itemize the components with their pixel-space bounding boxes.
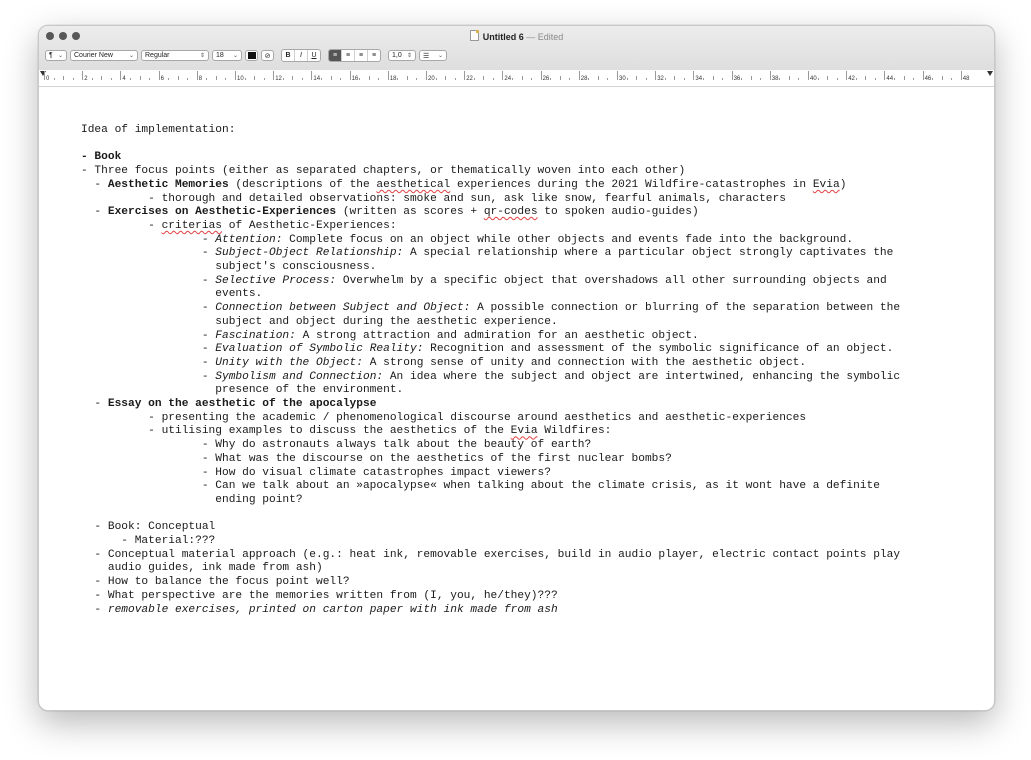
ruler-tick	[942, 76, 943, 80]
ruler-tick	[798, 78, 799, 80]
ruler-tick	[884, 71, 885, 80]
text-run: -	[81, 247, 216, 260]
ruler-tick	[560, 76, 561, 80]
ruler-label: 42	[848, 76, 855, 82]
ruler-tick	[455, 78, 456, 80]
ruler-tick	[283, 78, 284, 80]
text-line	[81, 604, 988, 618]
document-icon	[470, 30, 479, 41]
bold-button[interactable]: B	[282, 50, 295, 61]
text-run: - What perspective are the memories written from (I, you, he/they)???	[81, 589, 558, 602]
text-run: presence of the environment.	[81, 384, 404, 397]
text-run: Fascination:	[215, 329, 296, 342]
misspelled-word: Evia	[812, 178, 840, 191]
text-run: audio guides, ink made from ash)	[81, 562, 323, 575]
ruler-tick	[913, 78, 914, 80]
underline-button[interactable]: U	[311, 52, 317, 59]
ruler-tick	[703, 78, 704, 80]
italic-button[interactable]: I	[295, 50, 308, 61]
text-line	[81, 316, 988, 330]
text-run: Idea of implementation:	[81, 124, 236, 136]
text-line	[81, 562, 988, 576]
text-run: -	[81, 343, 216, 356]
ruler-tick	[588, 78, 589, 80]
ruler-tick	[722, 78, 723, 80]
text-line	[81, 494, 988, 508]
text-run: - utilising examples to discuss the aesthetics of the	[81, 425, 511, 438]
text-run: A possible connection or blurring of the separation between the	[470, 302, 901, 315]
text-run: to spoken audio-guides)	[537, 206, 699, 219]
ruler-label: 12	[275, 76, 282, 82]
paragraph-icon: ¶	[49, 52, 53, 59]
ruler-tick	[292, 76, 293, 80]
ruler-tick	[416, 78, 417, 80]
font-style-popup[interactable]	[141, 50, 209, 61]
text-run: - Why do astronauts always talk about the beauty of earth?	[81, 439, 592, 452]
ruler-label: 4	[122, 76, 126, 82]
ruler-label: 34	[695, 76, 703, 82]
list-style-popup[interactable]	[419, 50, 447, 61]
text-run: -	[81, 329, 216, 342]
text-run: -	[81, 206, 108, 219]
ruler-tick	[550, 78, 551, 80]
ruler-tick	[120, 71, 121, 80]
paragraph-style-popup[interactable]	[45, 50, 67, 61]
text-run: Attention:	[215, 233, 283, 246]
text-run: A special relationship where a particular object strongly captivates the	[403, 247, 894, 260]
ruler-tick	[302, 78, 303, 80]
text-run: Wildfires:	[537, 425, 612, 438]
ruler-tick	[627, 78, 628, 80]
text-run: (written as scores +	[336, 206, 484, 219]
font-family-popup[interactable]	[70, 50, 138, 61]
ruler-tick	[569, 78, 570, 80]
ruler-tick	[388, 71, 389, 80]
ruler[interactable]	[39, 70, 994, 87]
ruler-tick	[464, 71, 465, 80]
text-line	[81, 480, 988, 494]
format-toolbar	[45, 49, 447, 62]
text-run: Aesthetic Memories	[107, 178, 229, 191]
ruler-label: 0	[46, 76, 50, 82]
text-run: - Can we talk about an »apocalypse« when talking about the climate crisis, as it wont have a definite	[81, 480, 880, 493]
list-icon: ☰	[423, 52, 430, 60]
text-run: - Conceptual material approach (e.g.: heat ink, removable exercises, build in audio player, electric contact points play	[81, 548, 901, 561]
ruler-tick	[206, 78, 207, 80]
ruler-tick	[713, 76, 714, 80]
text-line	[81, 288, 988, 302]
ruler-tick	[187, 78, 188, 80]
ruler-tick	[111, 78, 112, 80]
ruler-tick	[130, 78, 131, 80]
align-center-button[interactable]: ≡	[342, 50, 355, 61]
text-run: Exercises on Aesthetic-Experiences	[107, 206, 337, 219]
ruler-tick	[92, 78, 93, 80]
text-line	[81, 275, 988, 289]
ruler-tick	[178, 76, 179, 80]
ruler-tick	[923, 71, 924, 80]
text-line	[81, 124, 988, 138]
text-line	[81, 425, 988, 439]
ruler-tick	[140, 76, 141, 80]
ruler-tick	[407, 76, 408, 80]
ruler-tick	[875, 78, 876, 80]
text-run: Selective Process:	[215, 274, 337, 287]
ruler-tick	[865, 76, 866, 80]
align-right-button[interactable]: ≡	[355, 50, 368, 61]
ruler-tick	[961, 71, 962, 80]
align-left-button[interactable]: ≡	[329, 50, 342, 61]
ruler-label: 46	[924, 76, 932, 82]
text-run: Unity with the Object:	[215, 356, 363, 369]
ruler-tick	[426, 71, 427, 80]
text-line	[81, 179, 988, 193]
ruler-tick	[493, 78, 494, 80]
chevron-down-icon: ⌄	[232, 53, 238, 59]
ruler-label: 44	[886, 76, 894, 82]
text-line	[81, 398, 988, 412]
text-run: Overwhelm by a specific object that overshadows all other surrounding objects and	[336, 274, 887, 287]
ruler-tick	[254, 76, 255, 80]
ruler-tick	[73, 78, 74, 80]
ruler-label: 16	[351, 76, 359, 82]
text-color-swatch	[248, 52, 256, 59]
ruler-tick	[684, 78, 685, 80]
text-run: Connection between Subject and Object:	[215, 302, 471, 315]
ruler-tick	[808, 71, 809, 80]
line-spacing-value: 1,0	[392, 52, 402, 59]
text-line	[81, 165, 988, 179]
text-line	[81, 384, 988, 398]
ruler-label: 48	[962, 76, 970, 82]
updown-arrows-icon: ⇕	[199, 53, 205, 59]
ruler-tick	[856, 78, 857, 80]
justify-button[interactable]: ≡	[371, 52, 377, 59]
ruler-tick	[445, 76, 446, 80]
font-size-combo[interactable]	[212, 50, 242, 61]
ruler-label: 8	[198, 76, 203, 82]
ruler-tick	[818, 78, 819, 80]
text-color-well[interactable]	[245, 50, 258, 61]
ruler-tick	[751, 76, 752, 80]
ruler-tick	[665, 78, 666, 80]
text-run: -	[81, 178, 108, 191]
text-run: - What was the discourse on the aesthetics of the first nuclear bombs?	[81, 452, 672, 465]
ruler-label: 24	[504, 76, 512, 82]
text-run: - Book: Conceptual	[81, 521, 216, 534]
ruler-tick	[63, 76, 64, 80]
font-size-value: 18	[216, 52, 224, 59]
document-text-area[interactable]	[81, 124, 988, 617]
ruler-tick	[512, 78, 513, 80]
text-run: -	[81, 302, 216, 315]
ruler-tick	[894, 78, 895, 80]
document-name: Untitled 6	[482, 32, 524, 42]
text-line	[81, 412, 988, 426]
text-run: Essay on the aesthetic of the apocalypse	[107, 398, 377, 411]
text-line	[81, 508, 988, 522]
text-line	[81, 261, 988, 275]
ruler-tick	[149, 78, 150, 80]
ruler-tick	[235, 71, 236, 80]
text-line	[81, 206, 988, 220]
ruler-tick	[598, 76, 599, 80]
text-style-group	[281, 49, 321, 62]
ruler-tick	[168, 78, 169, 80]
text-run: Evaluation of Symbolic Reality:	[215, 343, 424, 356]
ruler-label: 36	[733, 76, 741, 82]
ruler-tick	[273, 71, 274, 80]
text-run: An idea where the subject and object are intertwined, enhancing the symbolic	[383, 370, 901, 383]
text-run: - How to balance the focus point well?	[81, 576, 350, 589]
ruler-label: 14	[313, 76, 321, 82]
updown-arrows-icon: ⇕	[406, 53, 412, 59]
document-status: Edited	[537, 32, 564, 42]
text-line	[81, 371, 988, 385]
ruler-tick	[904, 76, 905, 80]
text-run: of Aesthetic-Experiences:	[222, 219, 397, 232]
ruler-tick	[932, 78, 933, 80]
ruler-tick	[483, 76, 484, 80]
ruler-tick	[44, 71, 45, 80]
text-line	[81, 302, 988, 316]
ruler-tick	[760, 78, 761, 80]
text-run: subject and object during the aesthetic experience.	[81, 315, 558, 328]
text-run: Complete focus on an object while other objects and events fade into the background.	[282, 233, 854, 246]
ruler-label: 38	[771, 76, 779, 82]
ruler-tick	[331, 76, 332, 80]
ruler-tick	[216, 76, 217, 80]
alignment-group	[328, 49, 381, 62]
text-line	[81, 467, 988, 481]
ruler-tick	[311, 71, 312, 80]
ruler-label: 18	[389, 76, 397, 82]
ruler-tick	[674, 76, 675, 80]
text-run: )	[839, 178, 847, 191]
ruler-tick	[827, 76, 828, 80]
ruler-tick	[732, 71, 733, 80]
text-run: A strong attraction and admiration for an aesthetic object.	[295, 329, 699, 342]
text-run: A strong sense of unity and connection with the aesthetic object.	[362, 356, 807, 369]
ruler-tick	[397, 78, 398, 80]
title-separator: —	[526, 32, 536, 42]
text-line	[81, 247, 988, 261]
text-run: Recognition and assessment of the symbolic significance of an object.	[423, 343, 894, 356]
ruler-tick	[522, 76, 523, 80]
text-line	[81, 576, 988, 590]
text-line	[81, 357, 988, 371]
text-line	[81, 330, 988, 344]
text-run: -	[81, 398, 108, 411]
text-line	[81, 234, 988, 248]
text-line	[81, 193, 988, 207]
ruler-tick	[264, 78, 265, 80]
ruler-tick	[646, 78, 647, 80]
ruler-tick	[636, 76, 637, 80]
window-title	[39, 30, 994, 42]
ruler-tick	[436, 78, 437, 80]
text-run: - Book	[81, 151, 122, 164]
ruler-tick	[359, 78, 360, 80]
ruler-tick	[741, 78, 742, 80]
ruler-tick	[837, 78, 838, 80]
ruler-label: 20	[428, 76, 435, 82]
right-margin-marker[interactable]	[987, 71, 993, 76]
text-run: - Three focus points (either as separated chapters, or thematically woven into each other)	[81, 165, 686, 178]
text-run: removable exercises, printed on carton paper with ink made from ash	[107, 603, 558, 616]
text-run: - presenting the academic / phenomenological discourse around aesthetics and aesthetic-experiences	[81, 411, 807, 424]
ruler-label: 26	[542, 76, 550, 82]
ruler-tick	[197, 71, 198, 80]
text-run: -	[81, 219, 162, 232]
ruler-tick	[579, 71, 580, 80]
text-line	[81, 439, 988, 453]
ruler-tick	[159, 71, 160, 80]
ruler-label: 10	[237, 76, 244, 82]
no-highlight-icon: ⊘	[264, 52, 271, 60]
ruler-tick	[321, 78, 322, 80]
chevron-down-icon: ⌄	[57, 53, 63, 59]
text-line	[81, 590, 988, 604]
chevron-down-icon: ⌄	[128, 53, 134, 59]
text-run: -	[81, 603, 108, 616]
text-run: subject's consciousness.	[81, 261, 377, 274]
ruler-tick	[693, 71, 694, 80]
ruler-tick	[378, 78, 379, 80]
text-run: Subject-Object Relationship:	[215, 247, 404, 260]
ruler-tick	[770, 71, 771, 80]
text-run: -	[81, 356, 216, 369]
misspelled-word: qr-codes	[483, 206, 538, 219]
text-line	[81, 521, 988, 535]
ruler-label: 22	[466, 76, 473, 82]
text-line	[81, 535, 988, 549]
ruler-label: 2	[84, 76, 88, 82]
ruler-tick	[245, 78, 246, 80]
text-run: -	[81, 370, 216, 383]
highlight-color-well[interactable]	[261, 50, 274, 61]
ruler-tick	[502, 71, 503, 80]
misspelled-word: aesthetical	[376, 178, 451, 191]
text-run: (descriptions of the	[228, 178, 377, 191]
text-line	[81, 453, 988, 467]
text-line	[81, 138, 988, 152]
ruler-tick	[779, 78, 780, 80]
text-run: experiences during the 2021 Wildfire-catastrophes in	[450, 178, 813, 191]
ruler-label: 30	[619, 76, 626, 82]
ruler-tick	[531, 78, 532, 80]
ruler-label: 40	[810, 76, 817, 82]
ruler-tick	[607, 78, 608, 80]
ruler-tick	[101, 76, 102, 80]
text-line	[81, 220, 988, 234]
text-run: Symbolism and Connection:	[215, 370, 384, 383]
ruler-label: 28	[580, 76, 588, 82]
chevron-down-icon: ⌄	[437, 53, 443, 59]
line-spacing-popup[interactable]	[388, 50, 416, 61]
text-run: -	[81, 233, 216, 246]
ruler-tick	[789, 76, 790, 80]
text-line	[81, 151, 988, 165]
text-line	[81, 549, 988, 563]
text-run: - Material:???	[81, 535, 216, 548]
ruler-tick	[655, 71, 656, 80]
misspelled-word: criterias	[161, 219, 223, 232]
text-run: events.	[81, 288, 263, 301]
font-family-value: Courier New	[74, 52, 113, 59]
ruler-tick	[474, 78, 475, 80]
misspelled-word: Evia	[510, 425, 538, 438]
text-line	[81, 343, 988, 357]
ruler-tick	[340, 78, 341, 80]
text-run: ending point?	[81, 493, 303, 506]
ruler-label: 6	[160, 76, 164, 82]
ruler-tick	[951, 78, 952, 80]
title-bar	[39, 26, 994, 71]
font-style-value: Regular	[145, 52, 170, 59]
ruler-tick	[369, 76, 370, 80]
ruler-tick	[225, 78, 226, 80]
text-run: - How do visual climate catastrophes impact viewers?	[81, 466, 551, 479]
text-editor-window	[38, 25, 995, 711]
ruler-tick	[617, 71, 618, 80]
ruler-tick	[350, 71, 351, 80]
ruler-label: 32	[657, 76, 664, 82]
ruler-tick	[541, 71, 542, 80]
text-run: -	[81, 274, 216, 287]
text-run: - thorough and detailed observations: smoke and sun, ask like snow, fearful animals, characters	[81, 192, 786, 205]
ruler-tick	[82, 71, 83, 80]
ruler-tick	[846, 71, 847, 80]
ruler-tick	[54, 78, 55, 80]
